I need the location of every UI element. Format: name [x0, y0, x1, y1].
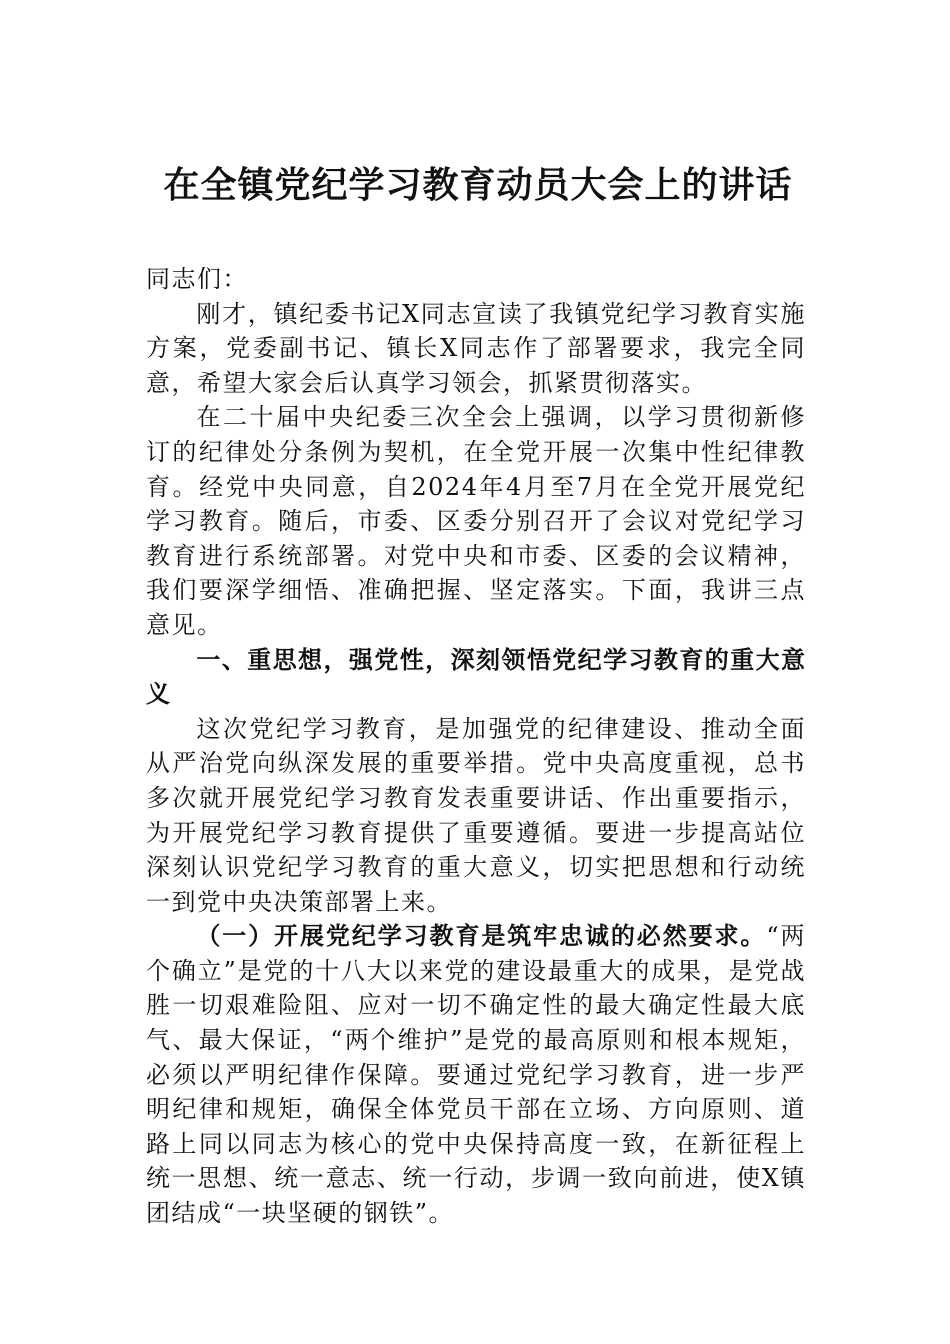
section-1-paragraph: 这次党纪学习教育，是加强党的纪律建设、推动全面从严治党向纵深发展的重要举措。党中央高度重视，总书多次就开展党纪学习教育发表重要讲话、作出重要指示，为开展党纪学习教育提供了重要遵循。要进一步提高站位深刻认识党纪学习教育的重大意义，切实把思想和行动统一到党中央决策部署上来。 — [146, 714, 806, 916]
subsection-1-text: “两个确立”是党的十八大以来党的建设最重大的成果，是党战胜一切艰难险阻、应对一切不确定性的最大确定性最大底气、最大保证，“两个维护”是党的最高原则和根本规矩，必须以严明纪律作保障。要通过党纪学习教育，进一步严明纪律和规矩，确保全体党员干部在立场、方向原则、道路上同以同志为核心的党中央保持高度一致，在新征程上统一思想、统一意志、统一行动，步调一致向前进，使X镇团结成“一块坚硬的钢铁”。 — [146, 922, 806, 1228]
section-1-heading: 一、重思想，强党性，深刻领悟党纪学习教育的重大意义 — [146, 645, 806, 709]
document-title: 在全镇党纪学习教育动员大会上的讲话 — [163, 164, 793, 206]
paragraph-1: 刚才，镇纪委书记X同志宣读了我镇党纪学习教育实施方案，党委副书记、镇长X同志作了部署要求，我完全同意，希望大家会后认真学习领会，抓紧贯彻落实。 — [146, 299, 806, 397]
salutation: 同志们： — [146, 265, 248, 293]
subsection-1-paragraph — [146, 919, 806, 1230]
document-page — [146, 160, 806, 1231]
subsection-1-lead: （一）开展党纪学习教育是筑牢忠诚的必然要求。 — [196, 921, 767, 951]
paragraph-2: 在二十届中央纪委三次全会上强调，以学习贯彻新修订的纪律处分条例为契机，在全党开展一次集中性纪律教育。经党中央同意，自2024年4月至7月在全党开展党纪学习教育。随后，市委、区委分别召开了会议对党纪学习教育进行系统部署。对党中央和市委、区委的会议精神，我们要深学细悟、准确把握、坚定落实。下面，我讲三点意见。 — [146, 403, 806, 639]
